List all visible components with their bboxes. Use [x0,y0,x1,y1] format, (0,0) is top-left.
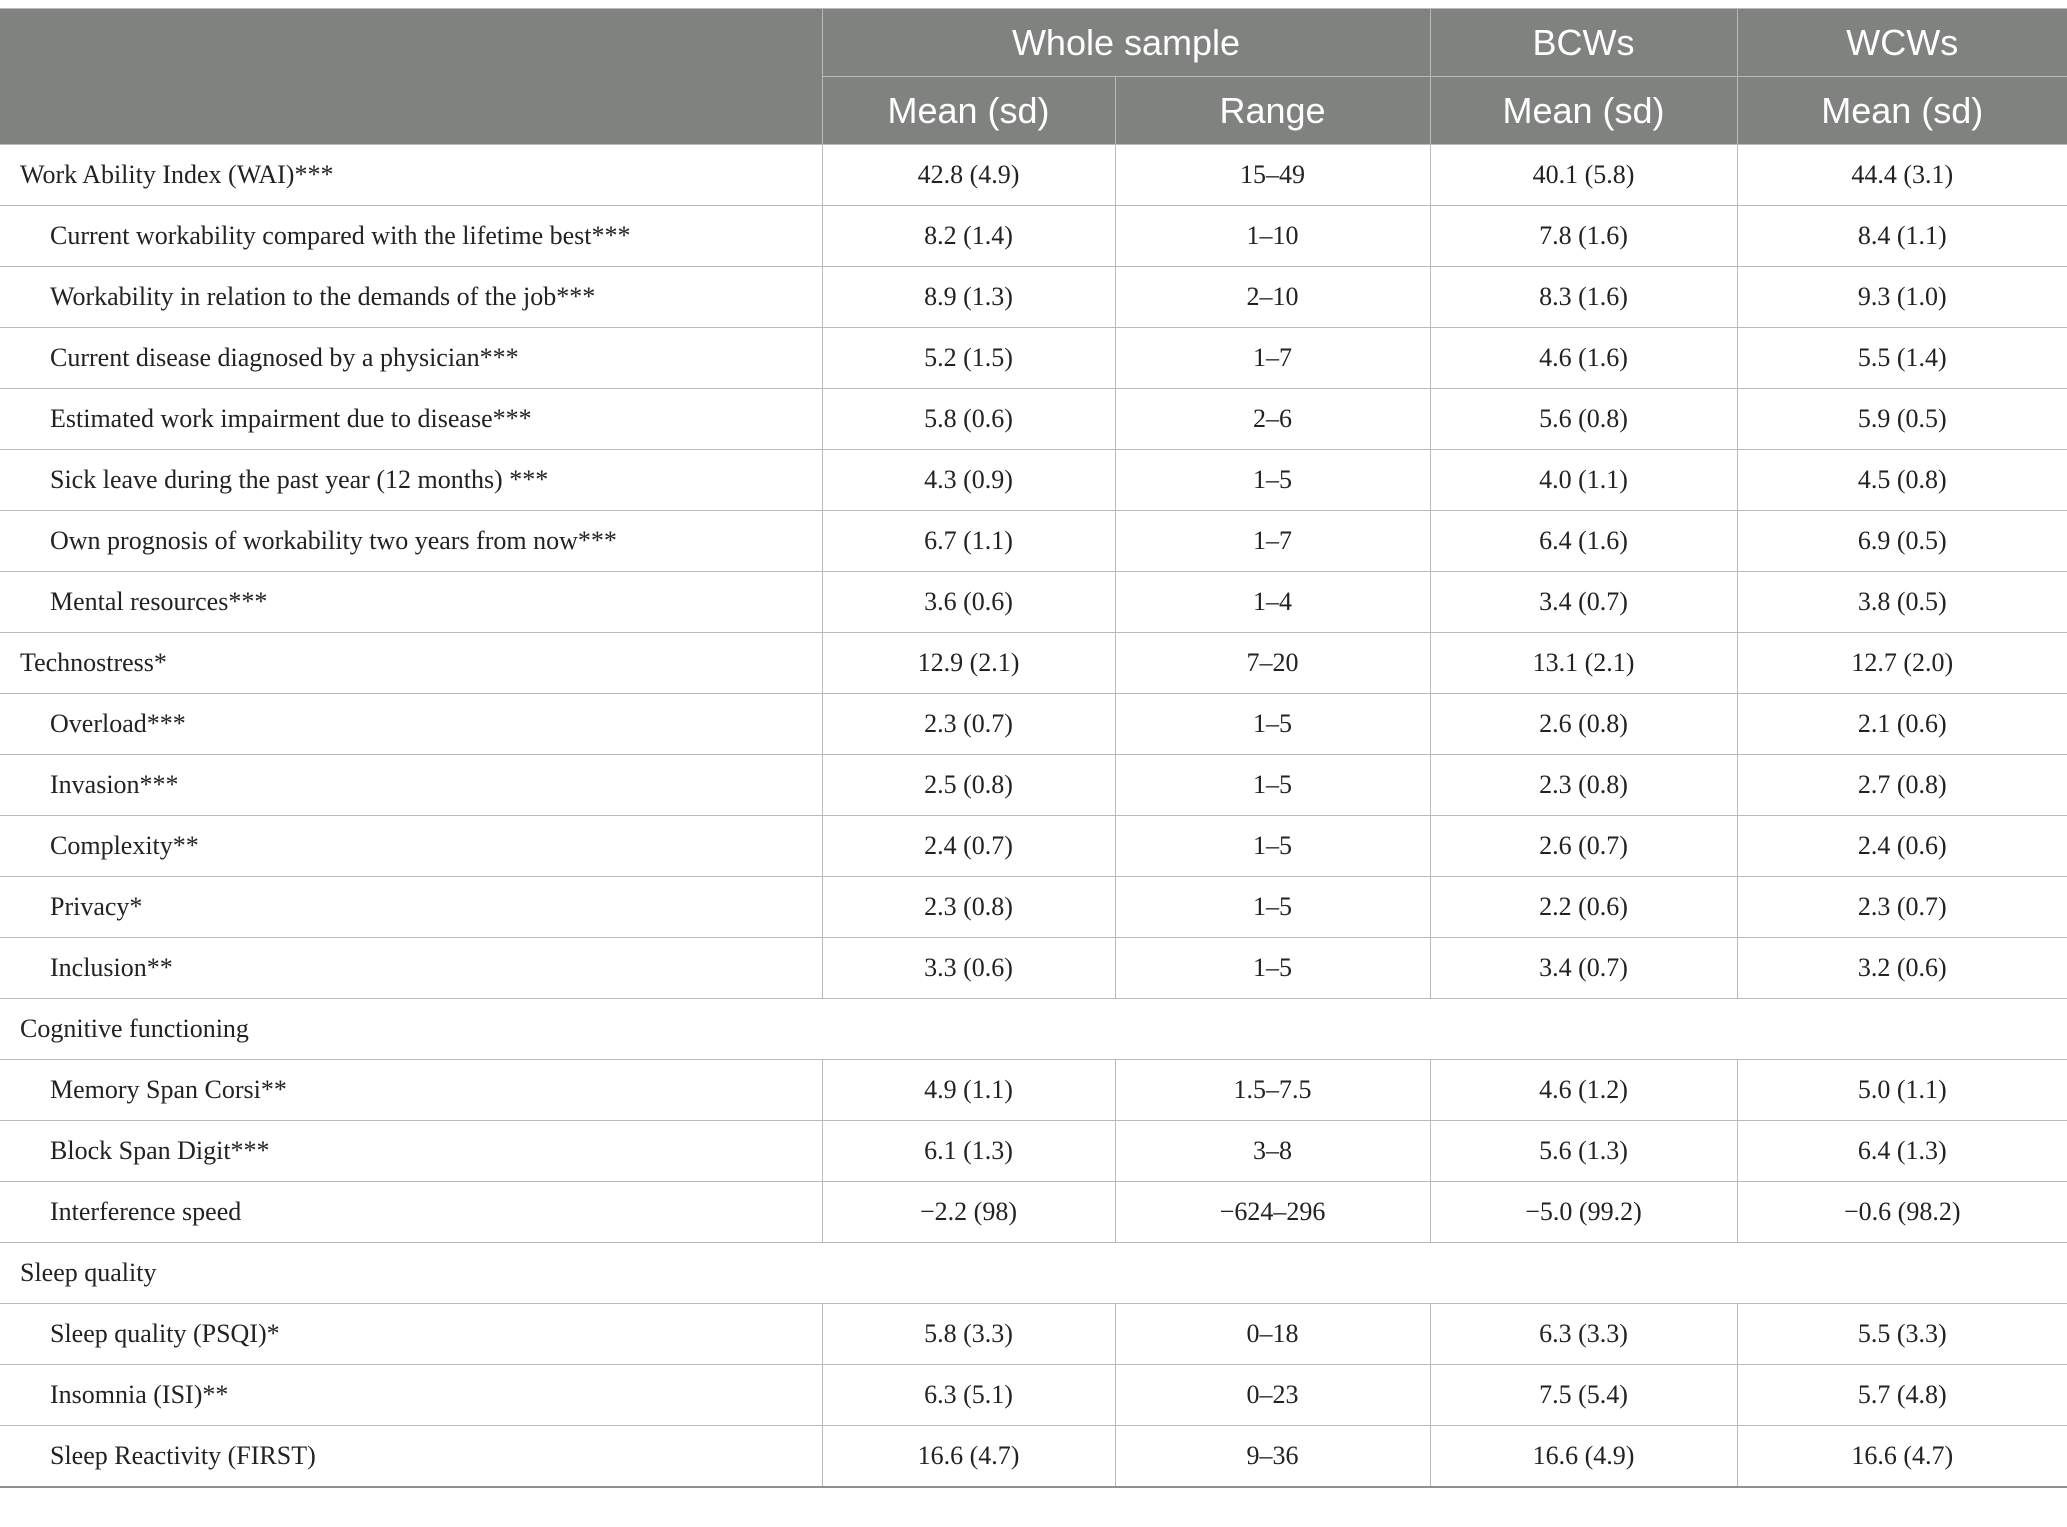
wcws-mean-sd-cell: 5.7 (4.8) [1737,1365,2067,1426]
whole-mean-sd-cell: 12.9 (2.1) [822,633,1115,694]
row-label: Insomnia (ISI)** [0,1365,822,1426]
row-label: Invasion*** [0,755,822,816]
wcws-mean-sd-cell: 3.2 (0.6) [1737,938,2067,999]
row-label: Complexity** [0,816,822,877]
whole-mean-sd-cell: 2.3 (0.7) [822,694,1115,755]
wcws-mean-sd-cell: 12.7 (2.0) [1737,633,2067,694]
wcws-mean-sd-cell: 2.1 (0.6) [1737,694,2067,755]
row-label: Work Ability Index (WAI)*** [0,145,822,206]
whole-range-cell: 1–5 [1115,450,1430,511]
wcws-mean-sd-cell: 6.9 (0.5) [1737,511,2067,572]
whole-range-cell: 1–5 [1115,877,1430,938]
row-label: Sick leave during the past year (12 months) *** [0,450,822,511]
row-label: Current disease diagnosed by a physician*** [0,328,822,389]
whole-mean-sd-cell: 3.6 (0.6) [822,572,1115,633]
whole-mean-sd-cell: 3.3 (0.6) [822,938,1115,999]
row-label: Mental resources*** [0,572,822,633]
bcws-mean-sd-cell: 2.6 (0.8) [1430,694,1737,755]
whole-range-cell: 2–6 [1115,389,1430,450]
whole-mean-sd-cell: 8.2 (1.4) [822,206,1115,267]
whole-mean-sd-cell: 6.3 (5.1) [822,1365,1115,1426]
bcws-mean-sd-cell: 6.3 (3.3) [1430,1304,1737,1365]
row-label: Block Span Digit*** [0,1121,822,1182]
wcws-mean-sd-cell: 2.4 (0.6) [1737,816,2067,877]
table-row [0,450,2067,511]
bcws-mean-sd-cell: 5.6 (1.3) [1430,1121,1737,1182]
row-label: Sleep quality (PSQI)* [0,1304,822,1365]
header-whole-mean-sd: Mean (sd) [822,77,1115,145]
header-blank-cell [0,9,822,145]
section-row [0,999,2067,1060]
section-label: Sleep quality [0,1243,2067,1304]
bcws-mean-sd-cell: 8.3 (1.6) [1430,267,1737,328]
whole-mean-sd-cell: 6.7 (1.1) [822,511,1115,572]
bcws-mean-sd-cell: 7.5 (5.4) [1430,1365,1737,1426]
whole-range-cell: 1.5–7.5 [1115,1060,1430,1121]
table-header [0,9,2067,145]
whole-range-cell: 7–20 [1115,633,1430,694]
table-row [0,1365,2067,1426]
bcws-mean-sd-cell: 7.8 (1.6) [1430,206,1737,267]
table-row [0,145,2067,206]
table-row [0,1060,2067,1121]
bcws-mean-sd-cell: 2.3 (0.8) [1430,755,1737,816]
bcws-mean-sd-cell: 3.4 (0.7) [1430,572,1737,633]
wcws-mean-sd-cell: 5.0 (1.1) [1737,1060,2067,1121]
header-bcws-mean-sd: Mean (sd) [1430,77,1737,145]
whole-range-cell: 1–7 [1115,328,1430,389]
bcws-mean-sd-cell: 4.6 (1.2) [1430,1060,1737,1121]
whole-mean-sd-cell: 42.8 (4.9) [822,145,1115,206]
bcws-mean-sd-cell: 40.1 (5.8) [1430,145,1737,206]
whole-mean-sd-cell: 6.1 (1.3) [822,1121,1115,1182]
header-bcws: BCWs [1430,9,1737,77]
wcws-mean-sd-cell: 5.5 (3.3) [1737,1304,2067,1365]
table-row [0,877,2067,938]
wcws-mean-sd-cell: 44.4 (3.1) [1737,145,2067,206]
whole-range-cell: 15–49 [1115,145,1430,206]
whole-range-cell: 1–5 [1115,755,1430,816]
row-label: Overload*** [0,694,822,755]
wcws-mean-sd-cell: 6.4 (1.3) [1737,1121,2067,1182]
row-label: Technostress* [0,633,822,694]
wcws-mean-sd-cell: −0.6 (98.2) [1737,1182,2067,1243]
table-row [0,267,2067,328]
whole-mean-sd-cell: 5.2 (1.5) [822,328,1115,389]
bcws-mean-sd-cell: 4.0 (1.1) [1430,450,1737,511]
whole-mean-sd-cell: −2.2 (98) [822,1182,1115,1243]
bcws-mean-sd-cell: 16.6 (4.9) [1430,1426,1737,1488]
whole-range-cell: 9–36 [1115,1426,1430,1488]
wcws-mean-sd-cell: 5.5 (1.4) [1737,328,2067,389]
table-row [0,572,2067,633]
wcws-mean-sd-cell: 5.9 (0.5) [1737,389,2067,450]
row-label: Interference speed [0,1182,822,1243]
whole-mean-sd-cell: 5.8 (0.6) [822,389,1115,450]
bcws-mean-sd-cell: 6.4 (1.6) [1430,511,1737,572]
bcws-mean-sd-cell: 5.6 (0.8) [1430,389,1737,450]
header-whole-range: Range [1115,77,1430,145]
row-label: Inclusion** [0,938,822,999]
whole-mean-sd-cell: 5.8 (3.3) [822,1304,1115,1365]
table-row [0,206,2067,267]
table-row [0,1304,2067,1365]
row-label: Current workability compared with the lifetime best*** [0,206,822,267]
whole-range-cell: 0–18 [1115,1304,1430,1365]
wcws-mean-sd-cell: 3.8 (0.5) [1737,572,2067,633]
table-row [0,755,2067,816]
row-label: Sleep Reactivity (FIRST) [0,1426,822,1488]
table-row [0,1182,2067,1243]
table-row [0,328,2067,389]
bcws-mean-sd-cell: 2.6 (0.7) [1430,816,1737,877]
whole-range-cell: 2–10 [1115,267,1430,328]
wcws-mean-sd-cell: 9.3 (1.0) [1737,267,2067,328]
table-row [0,633,2067,694]
whole-mean-sd-cell: 2.4 (0.7) [822,816,1115,877]
row-label: Estimated work impairment due to disease*** [0,389,822,450]
table-row [0,816,2067,877]
table-row [0,1426,2067,1488]
section-label: Cognitive functioning [0,999,2067,1060]
table-body [0,145,2067,1488]
bcws-mean-sd-cell: 4.6 (1.6) [1430,328,1737,389]
bcws-mean-sd-cell: −5.0 (99.2) [1430,1182,1737,1243]
bcws-mean-sd-cell: 13.1 (2.1) [1430,633,1737,694]
header-wcws: WCWs [1737,9,2067,77]
whole-range-cell: 1–5 [1115,938,1430,999]
whole-range-cell: 1–4 [1115,572,1430,633]
wcws-mean-sd-cell: 2.3 (0.7) [1737,877,2067,938]
whole-mean-sd-cell: 2.3 (0.8) [822,877,1115,938]
whole-mean-sd-cell: 2.5 (0.8) [822,755,1115,816]
row-label: Memory Span Corsi** [0,1060,822,1121]
table-row [0,511,2067,572]
row-label: Own prognosis of workability two years from now*** [0,511,822,572]
bcws-mean-sd-cell: 2.2 (0.6) [1430,877,1737,938]
whole-mean-sd-cell: 8.9 (1.3) [822,267,1115,328]
whole-range-cell: 1–10 [1115,206,1430,267]
wcws-mean-sd-cell: 2.7 (0.8) [1737,755,2067,816]
whole-range-cell: 3–8 [1115,1121,1430,1182]
header-whole-sample: Whole sample [822,9,1430,77]
whole-range-cell: 0–23 [1115,1365,1430,1426]
table-row [0,938,2067,999]
section-row [0,1243,2067,1304]
row-label: Privacy* [0,877,822,938]
row-label: Workability in relation to the demands of the job*** [0,267,822,328]
table-row [0,694,2067,755]
whole-mean-sd-cell: 16.6 (4.7) [822,1426,1115,1488]
header-wcws-mean-sd: Mean (sd) [1737,77,2067,145]
whole-mean-sd-cell: 4.3 (0.9) [822,450,1115,511]
wcws-mean-sd-cell: 4.5 (0.8) [1737,450,2067,511]
whole-range-cell: 1–5 [1115,694,1430,755]
table-row [0,1121,2067,1182]
results-table [0,8,2067,1488]
whole-range-cell: 1–7 [1115,511,1430,572]
bcws-mean-sd-cell: 3.4 (0.7) [1430,938,1737,999]
whole-range-cell: 1–5 [1115,816,1430,877]
wcws-mean-sd-cell: 8.4 (1.1) [1737,206,2067,267]
whole-mean-sd-cell: 4.9 (1.1) [822,1060,1115,1121]
whole-range-cell: −624–296 [1115,1182,1430,1243]
table-row [0,389,2067,450]
wcws-mean-sd-cell: 16.6 (4.7) [1737,1426,2067,1488]
